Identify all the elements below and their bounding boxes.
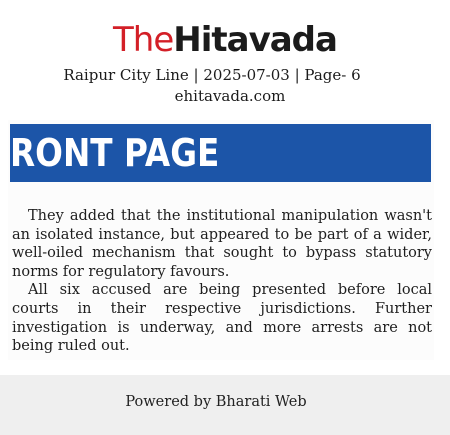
newspaper-logo <box>0 18 450 62</box>
edition-info: Raipur City Line | 2025-07-03 | Page- 6 <box>63 66 361 84</box>
footer <box>0 375 450 435</box>
powered-by-link[interactable]: Powered by Bharati Web <box>125 394 307 410</box>
article-paragraph: They added that the institutional manipulation wasn't an isolated instance, but appeared to be part of a wider, well-oiled mechanism that sought to bypass statutory norms for regulatory favours. <box>12 208 432 280</box>
article-paragraph: All six accused are being presented before local courts in their respective jurisdictions. Further investigation is underway, and more arrests are not being ruled out. <box>12 282 432 355</box>
section-banner <box>10 124 431 182</box>
logo-name: Hitavada <box>173 20 337 60</box>
article-body <box>12 207 432 356</box>
site-link[interactable]: ehitavada.com <box>174 87 286 105</box>
logo-prefix: The <box>113 20 174 60</box>
section-banner-text: RONT PAGE <box>10 131 220 175</box>
